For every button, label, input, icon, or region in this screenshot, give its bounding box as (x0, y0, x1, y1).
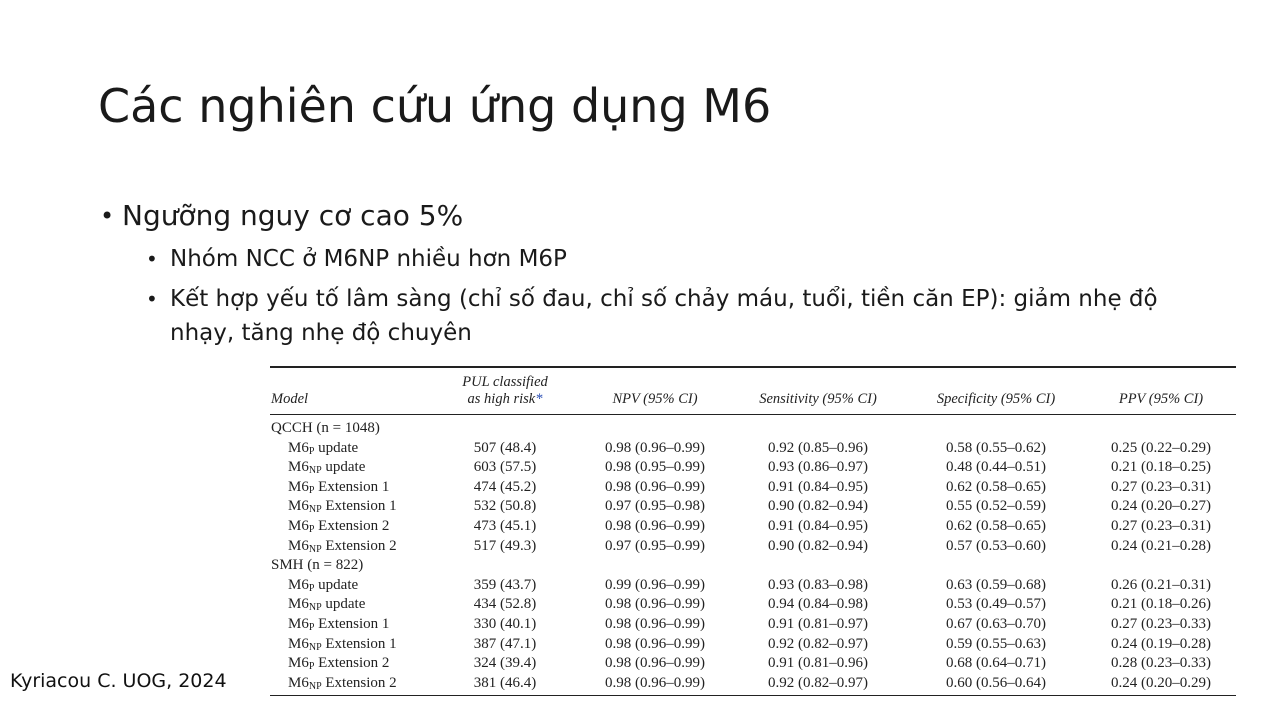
cell-ppv: 0.26 (0.21–0.31) (1111, 576, 1211, 593)
table-row (270, 674, 1236, 696)
table-row (270, 458, 1236, 478)
group-label: QCCH (n = 1048) (271, 420, 380, 436)
table-row (270, 635, 1236, 655)
table-row (270, 537, 1236, 557)
model-suffix: Extension 1 (321, 498, 397, 515)
cell-pul: 603 (57.5) (473, 459, 537, 476)
cell-model (270, 576, 430, 596)
cell-ppv: 0.24 (0.19–0.28) (1111, 635, 1211, 652)
cell-specificity: 0.53 (0.49–0.57) (946, 596, 1046, 613)
cell-npv: 0.98 (0.96–0.99) (605, 615, 705, 632)
model-base: M6 (288, 439, 309, 456)
cell-npv: 0.98 (0.96–0.99) (605, 655, 705, 672)
cell-pul: 517 (49.3) (473, 537, 537, 554)
cell-model (270, 615, 430, 635)
cell-sensitivity: 0.92 (0.85–0.96) (768, 439, 868, 456)
cell-ppv: 0.24 (0.20–0.27) (1111, 498, 1211, 515)
cell-model (270, 497, 430, 517)
cell-npv: 0.97 (0.95–0.99) (605, 537, 705, 554)
table-group-row (270, 415, 1236, 439)
cell-ppv: 0.27 (0.23–0.33) (1111, 615, 1211, 632)
table-header-row (270, 367, 1236, 415)
slide-title: Các nghiên cứu ứng dụng M6 (98, 79, 772, 133)
cell-pul: 324 (39.4) (473, 655, 537, 672)
model-subscript: NP (308, 543, 322, 555)
cell-ppv: 0.28 (0.23–0.33) (1111, 655, 1211, 672)
cell-sensitivity: 0.91 (0.84–0.95) (768, 478, 868, 495)
cell-model (270, 654, 430, 674)
cell-pul: 387 (47.1) (473, 635, 537, 652)
cell-pul: 434 (52.8) (473, 596, 537, 613)
model-suffix: Extension 2 (314, 655, 390, 672)
header-ppv: PPV (95% CI) (1086, 367, 1236, 415)
table-row (270, 439, 1236, 459)
cell-npv: 0.98 (0.96–0.99) (605, 635, 705, 652)
cell-sensitivity: 0.90 (0.82–0.94) (768, 537, 868, 554)
model-base: M6 (288, 537, 309, 554)
cell-specificity: 0.60 (0.56–0.64) (906, 674, 1086, 696)
cell-model (270, 635, 430, 655)
model-suffix: Extension 2 (321, 674, 397, 691)
table-row (270, 517, 1236, 537)
model-suffix: update (314, 439, 359, 456)
cell-specificity: 0.67 (0.63–0.70) (946, 615, 1046, 632)
model-suffix: Extension 2 (314, 517, 390, 534)
table-row (270, 478, 1236, 498)
model-base: M6 (288, 596, 309, 613)
cell-specificity: 0.59 (0.55–0.63) (946, 635, 1046, 652)
cell-model (270, 478, 430, 498)
header-sensitivity: Sensitivity (95% CI) (730, 367, 906, 415)
cell-model (270, 458, 430, 478)
model-subscript: P (308, 582, 315, 594)
model-base: M6 (288, 498, 309, 515)
model-subscript: P (308, 445, 315, 457)
results-table (270, 366, 1236, 696)
header-pul (430, 367, 580, 415)
bullet-list (100, 196, 1220, 350)
cell-sensitivity: 0.90 (0.82–0.94) (768, 498, 868, 515)
cell-specificity: 0.48 (0.44–0.51) (946, 459, 1046, 476)
table-row (270, 497, 1236, 517)
cell-sensitivity: 0.91 (0.81–0.96) (768, 655, 868, 672)
cell-ppv: 0.25 (0.22–0.29) (1111, 439, 1211, 456)
model-suffix: Extension 1 (321, 635, 397, 652)
table-row (270, 595, 1236, 615)
model-suffix: update (314, 576, 359, 593)
bullet-main: • Ngưỡng nguy cơ cao 5% (100, 196, 1220, 236)
model-subscript: P (308, 621, 315, 633)
model-subscript: P (308, 484, 315, 496)
cell-pul: 474 (45.2) (473, 478, 537, 495)
cell-ppv: 0.21 (0.18–0.26) (1111, 596, 1211, 613)
group-label: SMH (n = 822) (271, 557, 364, 574)
cell-npv: 0.98 (0.96–0.99) (605, 439, 705, 456)
cell-npv: 0.99 (0.96–0.99) (605, 576, 705, 593)
cell-ppv: 0.27 (0.23–0.31) (1111, 517, 1211, 534)
table-group-row (270, 556, 1236, 576)
sub-bullet: • Kết hợp yếu tố lâm sàng (chỉ số đau, chỉ số chảy máu, tuổi, tiền căn EP): giảm nhẹ độ nhạy, tăng nhẹ độ chuyên (146, 282, 1220, 350)
footnote-marker: * (535, 391, 543, 407)
cell-pul: 359 (43.7) (473, 576, 537, 593)
cell-specificity: 0.62 (0.58–0.65) (946, 478, 1046, 495)
cell-specificity: 0.57 (0.53–0.60) (946, 537, 1046, 554)
model-subscript: P (308, 661, 315, 673)
model-suffix: Extension 1 (314, 615, 390, 632)
model-subscript: NP (308, 602, 322, 614)
table-row (270, 654, 1236, 674)
model-suffix: Extension 2 (321, 537, 397, 554)
header-pul-line2: as high risk (467, 391, 536, 407)
cell-pul: 473 (45.1) (473, 517, 537, 534)
cell-model (270, 595, 430, 615)
sub-bullet: • Nhóm NCC ở M6NP nhiều hơn M6P (146, 242, 1220, 276)
cell-npv: 0.98 (0.95–0.99) (605, 459, 705, 476)
cell-sensitivity: 0.91 (0.84–0.95) (768, 517, 868, 534)
cell-npv: 0.98 (0.96–0.99) (605, 517, 705, 534)
cell-specificity: 0.62 (0.58–0.65) (946, 517, 1046, 534)
cell-model (270, 517, 430, 537)
cell-npv: 0.98 (0.96–0.99) (580, 674, 730, 696)
model-base: M6 (288, 674, 309, 691)
cell-ppv: 0.27 (0.23–0.31) (1111, 478, 1211, 495)
results-table-grid (270, 366, 1236, 696)
model-subscript: NP (308, 680, 322, 692)
cell-sensitivity: 0.93 (0.83–0.98) (768, 576, 868, 593)
model-base: M6 (288, 478, 309, 495)
model-suffix: update (321, 459, 366, 476)
cell-npv: 0.97 (0.95–0.98) (605, 498, 705, 515)
model-base: M6 (288, 635, 309, 652)
table-row (270, 576, 1236, 596)
cell-npv: 0.98 (0.96–0.99) (605, 478, 705, 495)
cell-specificity: 0.58 (0.55–0.62) (946, 439, 1046, 456)
model-base: M6 (288, 655, 309, 672)
model-base: M6 (288, 615, 309, 632)
cell-sensitivity: 0.92 (0.82–0.97) (730, 674, 906, 696)
cell-specificity: 0.55 (0.52–0.59) (946, 498, 1046, 515)
cell-npv: 0.98 (0.96–0.99) (605, 596, 705, 613)
model-base: M6 (288, 459, 309, 476)
cell-sensitivity: 0.94 (0.84–0.98) (768, 596, 868, 613)
citation: Kyriacou C. UOG, 2024 (10, 670, 227, 692)
model-base: M6 (288, 576, 309, 593)
cell-pul: 507 (48.4) (473, 439, 537, 456)
cell-ppv: 0.21 (0.18–0.25) (1111, 459, 1211, 476)
cell-model (270, 537, 430, 557)
cell-pul: 330 (40.1) (473, 615, 537, 632)
model-subscript: NP (308, 504, 322, 516)
cell-sensitivity: 0.93 (0.86–0.97) (768, 459, 868, 476)
cell-ppv: 0.24 (0.21–0.28) (1111, 537, 1211, 554)
model-suffix: Extension 1 (314, 478, 390, 495)
cell-model (270, 674, 430, 696)
model-subscript: NP (308, 641, 322, 653)
header-model: Model (270, 367, 430, 415)
model-suffix: update (321, 596, 366, 613)
cell-pul: 381 (46.4) (430, 674, 580, 696)
cell-sensitivity: 0.92 (0.82–0.97) (768, 635, 868, 652)
model-base: M6 (288, 517, 309, 534)
cell-specificity: 0.63 (0.59–0.68) (946, 576, 1046, 593)
header-npv: NPV (95% CI) (580, 367, 730, 415)
table-body (270, 415, 1236, 696)
cell-ppv: 0.24 (0.20–0.29) (1086, 674, 1236, 696)
table-row (270, 615, 1236, 635)
cell-pul: 532 (50.8) (473, 498, 537, 515)
header-specificity: Specificity (95% CI) (906, 367, 1086, 415)
header-pul-line1: PUL classified (462, 374, 548, 390)
model-subscript: NP (308, 465, 322, 477)
cell-sensitivity: 0.91 (0.81–0.97) (768, 615, 868, 632)
cell-specificity: 0.68 (0.64–0.71) (946, 655, 1046, 672)
cell-model (270, 439, 430, 459)
model-subscript: P (308, 523, 315, 535)
